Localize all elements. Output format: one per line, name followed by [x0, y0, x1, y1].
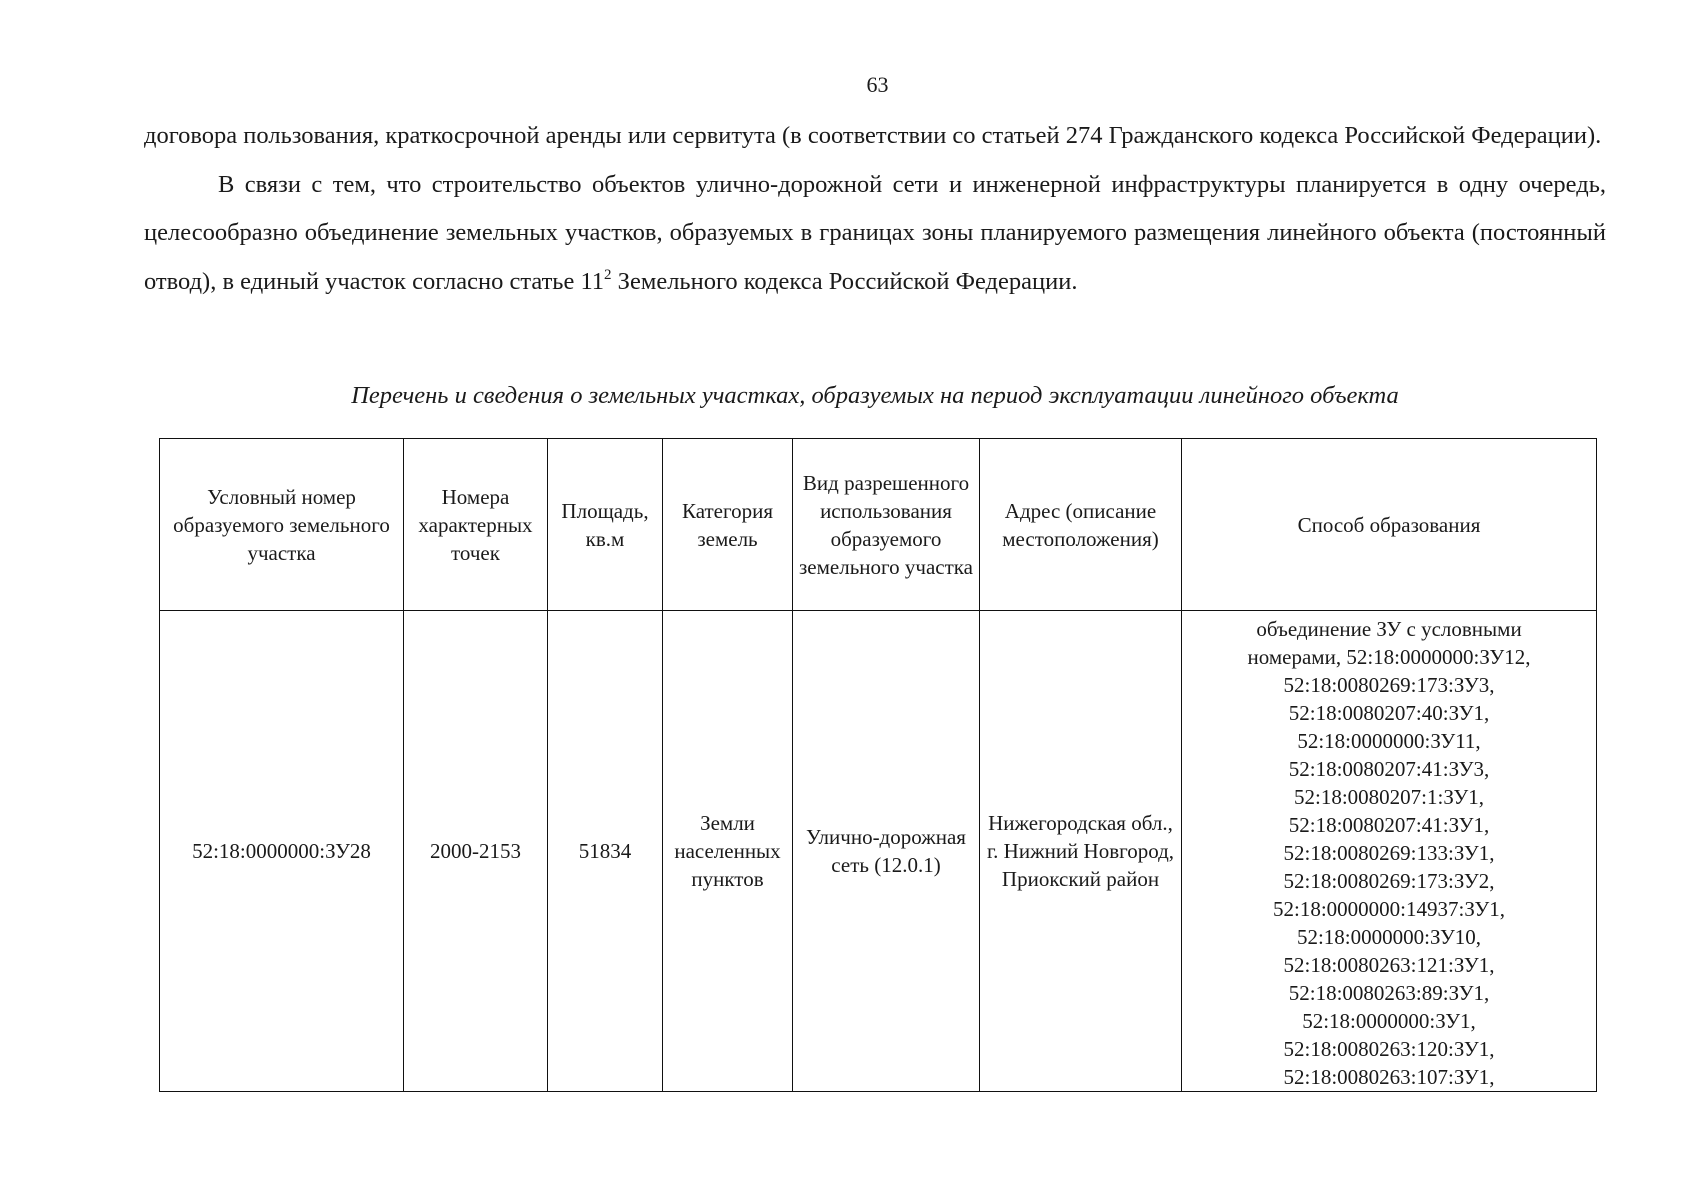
method-line: 52:18:0000000:14937:ЗУ1, [1273, 897, 1505, 921]
superscript: 2 [604, 266, 612, 283]
table-caption: Перечень и сведения о земельных участках, образуемых на период эксплуатации линейного объекта [351, 382, 1399, 409]
method-line: 52:18:0080207:41:ЗУ1, [1288, 813, 1490, 837]
cell-category: Земли населенных пунктов [663, 611, 793, 1092]
paragraph-land-consolidation [144, 161, 1606, 307]
method-line: 52:18:0080263:107:ЗУ1, [1283, 1065, 1495, 1089]
method-line: 52:18:0080207:40:ЗУ1, [1288, 701, 1490, 725]
method-line: 52:18:0080207:1:ЗУ1, [1294, 785, 1484, 809]
body-text [144, 112, 1606, 306]
method-line: номерами, 52:18:0000000:ЗУ12, [1247, 645, 1531, 669]
method-line: 52:18:0000000:ЗУ10, [1296, 925, 1482, 949]
header-area: Площадь, кв.м [548, 439, 663, 611]
table-row [160, 611, 1597, 1092]
header-method: Способ образования [1182, 439, 1597, 611]
cell-method [1182, 611, 1597, 1092]
paragraph-continuation: договора пользования, краткосрочной аренды или сервитута (в соответствии со статьей 274 Гражданского кодекса Российской Федерации). [144, 122, 1602, 149]
method-line: 52:18:0080207:41:ЗУ3, [1288, 757, 1490, 781]
cell-permitted-use: Улично-дорожная сеть (12.0.1) [793, 611, 980, 1092]
header-permitted-use: Вид разрешенного использования образуемого земельного участка [793, 439, 980, 611]
cell-address: Нижегородская обл., г. Нижний Новгород, Приокский район [980, 611, 1182, 1092]
cell-parcel-number: 52:18:0000000:ЗУ28 [160, 611, 404, 1092]
cell-area: 51834 [548, 611, 663, 1092]
table-header-row [160, 439, 1597, 611]
paragraph-text: В связи с тем, что строительство объектов улично-дорожной сети и инженерной инфраструктуры планируется в одну очередь, целесообразно объединение земельных участков, образуемых в границах зоны планируемого размещения линейного объекта (постоянный отвод), в единый участок согласно статье 11 [144, 170, 1606, 295]
method-line: 52:18:0080269:133:ЗУ1, [1283, 841, 1495, 865]
header-category: Категория земель [663, 439, 793, 611]
header-address: Адрес (описание местоположения) [980, 439, 1182, 611]
method-line: 52:18:0080263:121:ЗУ1, [1283, 953, 1495, 977]
method-line: 52:18:0000000:ЗУ11, [1297, 729, 1481, 753]
header-points: Номера характерных точек [404, 439, 548, 611]
method-line: 52:18:0080269:173:ЗУ2, [1283, 869, 1495, 893]
method-line: объединение ЗУ с условными [1256, 617, 1522, 641]
cell-points: 2000-2153 [404, 611, 548, 1092]
page-number: 63 [866, 72, 889, 97]
method-line: 52:18:0000000:ЗУ1, [1302, 1009, 1476, 1033]
method-line: 52:18:0080263:89:ЗУ1, [1288, 981, 1490, 1005]
method-line: 52:18:0080269:173:ЗУ3, [1283, 673, 1495, 697]
paragraph-text-end: Земельного кодекса Российской Федерации. [611, 267, 1078, 295]
land-parcels-table [159, 438, 1597, 1092]
header-parcel-number: Условный номер образуемого земельного участка [160, 439, 404, 611]
method-line: 52:18:0080263:120:ЗУ1, [1283, 1037, 1495, 1061]
